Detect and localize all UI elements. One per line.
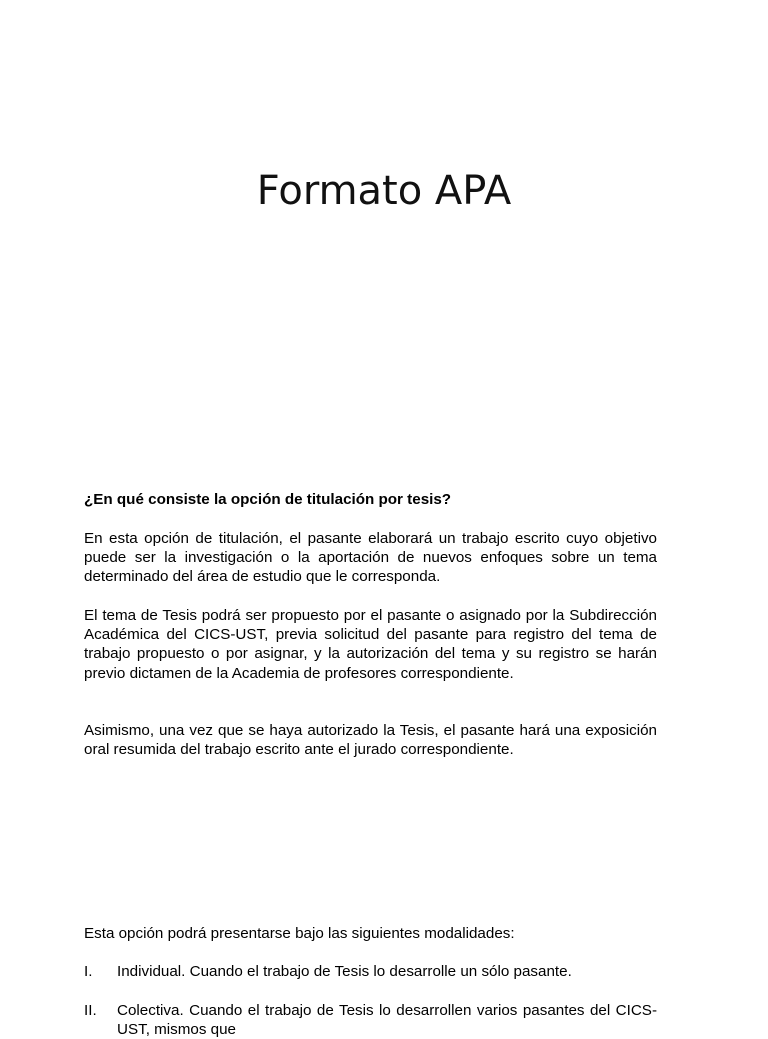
question-text: ¿En qué consiste la opción de titulación por tesis? — [84, 491, 452, 508]
modality-2-text: Colectiva. Cuando el trabajo de Tesis lo desarrollen varios pasantes del CICS-UST, mismos que — [117, 1002, 657, 1039]
paragraph-1 — [84, 529, 657, 587]
modality-2-numeral: II. — [84, 1002, 97, 1019]
modality-item-2 — [84, 1001, 657, 1039]
paragraph-3 — [84, 721, 657, 759]
paragraph-1-text: En esta opción de titulación, el pasante elaborará un trabajo escrito cuyo objetivo puede ser la investigación o la aportación de nuevos enfoques sobre un tema determinado del área de estudio que le corresponda. — [84, 530, 657, 586]
page-title: Formato APA — [256, 168, 512, 214]
modality-1-text: Individual. Cuando el trabajo de Tesis lo desarrolle un sólo pasante. — [117, 963, 572, 980]
modalities-intro — [84, 924, 657, 943]
paragraph-2-text: El tema de Tesis podrá ser propuesto por el pasante o asignado por la Subdirección Académica del CICS-UST, previa solicitud del pasante para registro del tema de trabajo propuesto o por asignar, y la autorización del tema y su registro se harán previo dictamen de la Academia de profesores correspondiente. — [84, 607, 657, 682]
paragraph-3-text: Asimismo, una vez que se haya autorizado la Tesis, el pasante hará una exposición oral resumida del trabajo escrito ante el jurado correspondiente. — [84, 722, 657, 759]
section-question — [84, 490, 657, 509]
modalities-intro-text: Esta opción podrá presentarse bajo las siguientes modalidades: — [84, 925, 515, 942]
modality-item-1 — [84, 962, 657, 981]
modality-1-numeral: I. — [84, 963, 93, 980]
paragraph-2 — [84, 606, 657, 683]
